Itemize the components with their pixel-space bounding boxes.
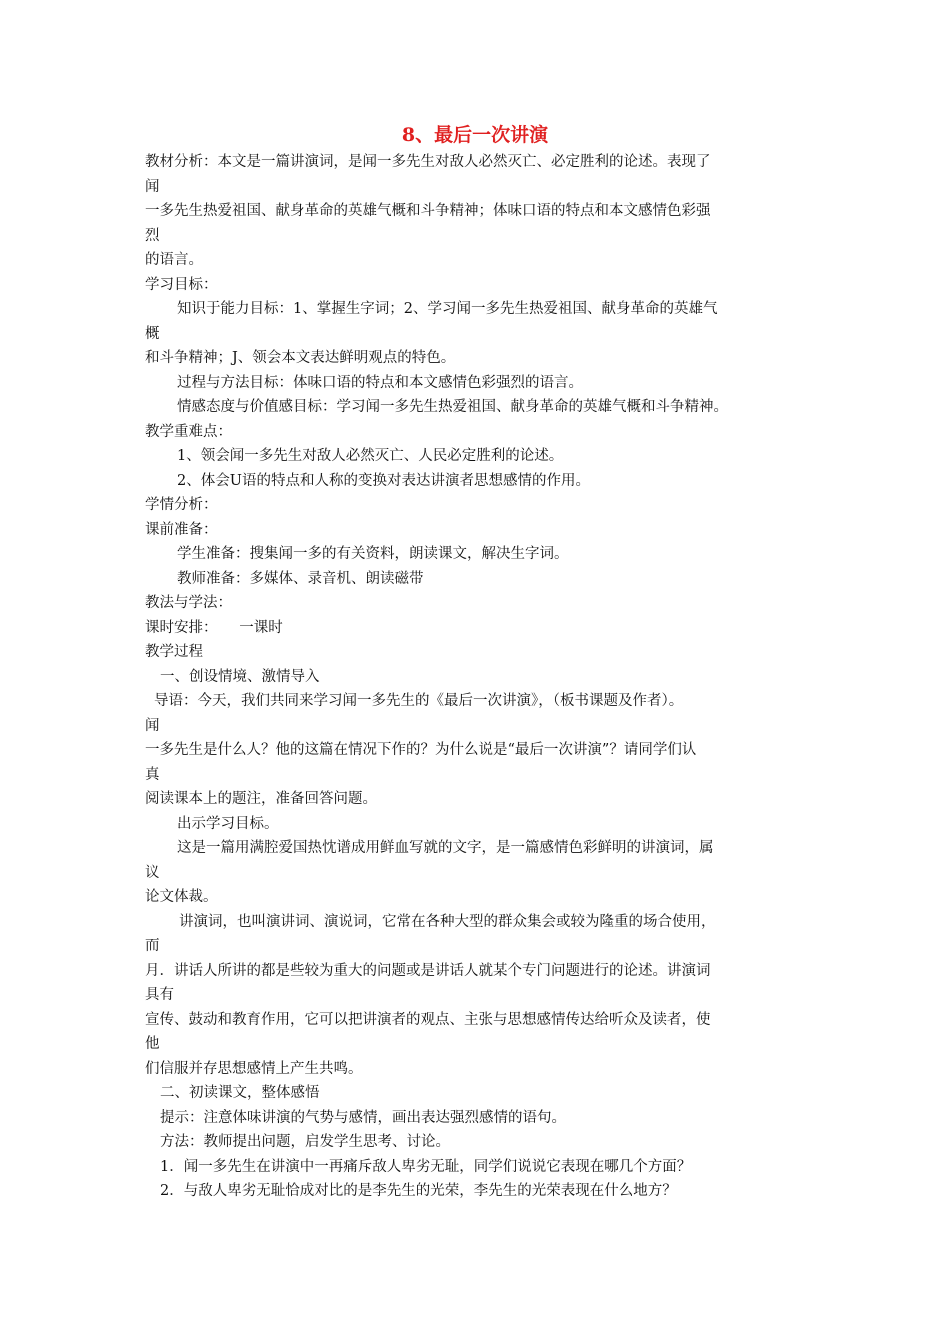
text-line: 方法：教师提出问题，启发学生思考、讨论。 — [160, 1134, 450, 1150]
subsection-heading: 二、初读课文，整体感悟 — [160, 1085, 320, 1101]
text-line: 阅读课本上的题注，准备回答问题。 — [145, 791, 377, 807]
text-line: 过程与方法目标：体味口语的特点和本文感情色彩强烈的语言。 — [177, 374, 583, 391]
text-line: 这是一篇用满腔爱国热忱谱成用鲜血写就的文字，是一篇感情色彩鲜明的讲演词，属 — [177, 840, 714, 856]
text-line: 情感态度与价值感目标：学习闻一多先生热爱祖国、献身革命的英雄气概和斗争精神。 — [177, 399, 728, 415]
text-line: 论文体裁。 — [145, 889, 218, 905]
text-line: 1、领会闻一多先生对敌人必然灭亡、人民必定胜利的论述。 — [177, 448, 564, 464]
text-line: 月．讲话人所讲的都是些较为重大的问题或是讲话人就某个专门问题进行的论述。讲演词 — [145, 962, 711, 979]
question-item: 2．与敌人卑劣无耻恰成对比的是李先生的光荣，李先生的光荣表现在什么地方？ — [160, 1183, 677, 1199]
text-line: 他 — [145, 1036, 160, 1052]
section-heading: 课时安排： 一课时 — [145, 619, 283, 636]
text-line: 概 — [145, 325, 160, 342]
text-line: 真 — [145, 766, 160, 783]
text-line: 出示学习目标。 — [177, 815, 279, 832]
text-line: 教材分析：本文是一篇讲演词，是闻一多先生对敌人必然灭亡、必定胜利的论述。表现了 — [145, 154, 711, 170]
text-line: 议 — [145, 864, 160, 881]
section-heading: 教学过程 — [145, 644, 203, 660]
document-title: 8、最后一次讲演 — [401, 124, 549, 146]
text-line: 们信服并存思想感情上产生共鸣。 — [145, 1060, 363, 1077]
text-line: 闻 — [145, 178, 160, 195]
document-body — [145, 150, 815, 1204]
text-line: 具有 — [145, 987, 174, 1003]
text-line: 和斗争精神；J、领会本文表达鲜明观点的特色。 — [145, 350, 456, 366]
section-heading: 教法与学法： — [145, 595, 232, 611]
text-line: 2、体会U语的特点和人称的变换对表达讲演者思想感情的作用。 — [177, 472, 590, 489]
section-heading: 课前准备： — [145, 521, 218, 538]
text-line: 闻 — [145, 717, 160, 734]
text-line: 宣传、鼓动和教育作用，它可以把讲演者的观点、主张与思想感情传达给听众及读者，使 — [145, 1011, 711, 1028]
question-item: 1．闻一多先生在讲演中一再痛斥敌人卑劣无耻，同学们说说它表现在哪几个方面？ — [160, 1158, 692, 1175]
text-line: 导语：今天，我们共同来学习闻一多先生的《最后一次讲演》，（板书课题及作者）。 — [154, 693, 684, 709]
text-line: 的语言。 — [145, 252, 203, 268]
text-line: 学生准备：搜集闻一多的有关资料，朗读课文，解决生字词。 — [177, 546, 569, 562]
subsection-heading: 一、创设情境、激情导入 — [160, 668, 320, 685]
text-line: 一多先生热爱祖国、献身革命的英雄气概和斗争精神；体味口语的特点和本文感情色彩强 — [145, 203, 711, 219]
text-line: 而 — [145, 938, 160, 954]
section-heading: 教学重难点： — [145, 423, 232, 440]
text-line: 提示：注意体味讲演的气势与感情，画出表达强烈感情的语句。 — [160, 1109, 566, 1126]
text-line: 一多先生是什么人？他的这篇在情况下作的？为什么说是“最后一次讲演”？请同学们认 — [145, 742, 697, 758]
section-heading: 学习目标： — [145, 276, 218, 293]
text-line: 教师准备：多媒体、录音机、朗读磁带 — [177, 570, 424, 587]
text-line: 讲演词，也叫演讲词、演说词，它常在各种大型的群众集会或较为隆重的场合使用， — [179, 913, 716, 930]
text-line: 知识于能力目标：1、掌握生字词；2、学习闻一多先生热爱祖国、献身革命的英雄气 — [177, 301, 718, 317]
text-line: 烈 — [145, 227, 160, 244]
section-heading: 学情分析： — [145, 497, 218, 513]
